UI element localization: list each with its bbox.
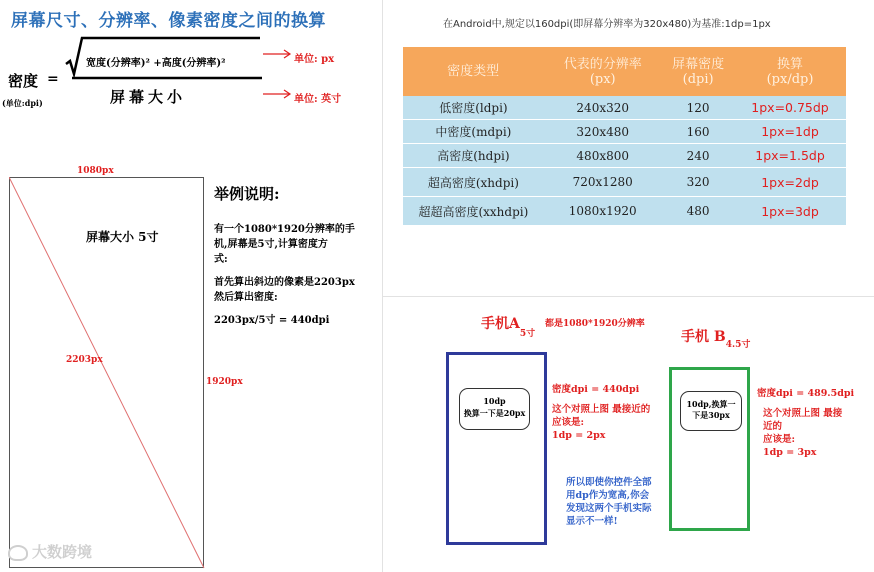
screen-width-label: 1080px (77, 166, 114, 176)
cell-dpi: 160 (662, 120, 735, 144)
cell-density: 低密度(ldpi) (403, 96, 544, 120)
note-line: 所以即使你控件全部 (566, 477, 652, 488)
cell-resolution: 320x480 (544, 120, 662, 144)
table-header-row (403, 47, 846, 96)
example-line: 机,屏幕是5寸,计算密度方 (214, 239, 328, 250)
bubble-line: 下是30px (692, 410, 730, 420)
cell-resolution: 720x1280 (544, 168, 662, 197)
cell-density: 超高密度(xhdpi) (403, 168, 544, 197)
note-line: 显示不一样! (566, 516, 618, 527)
table-row (403, 197, 846, 226)
cell-dpi: 320 (662, 168, 735, 197)
bubble-line: 10dp,换算一 (686, 399, 736, 409)
formula-denominator: 屏幕大小 (110, 88, 187, 106)
cell-density: 超超高密度(xxhdpi) (403, 197, 544, 226)
table-row (403, 120, 846, 144)
phone-a-note (552, 383, 650, 442)
cell-dpi: 480 (662, 197, 735, 226)
dpi-table (403, 47, 846, 226)
cell-dpi: 120 (662, 96, 735, 120)
example-line: 有一个1080*1920分辨率的手 (214, 224, 355, 235)
phone-a-title: 手机$A_{5寸}$ (481, 316, 536, 339)
example-body (214, 222, 355, 328)
note-line: 这个对照上图 最接近的 (552, 404, 651, 415)
screen-size-label: 屏幕大小 5寸 (86, 230, 159, 244)
note-line: 1dp = 2px (552, 430, 606, 441)
cell-conversion: 1px=2dp (735, 168, 846, 197)
note-line: 应该是: (552, 417, 585, 428)
phone-b-title: 手机 $B_{4.5寸}$ (681, 329, 751, 350)
header-density-type: 密度类型 (403, 47, 544, 96)
screen-height-label: 1920px (206, 377, 243, 387)
example-result: 2203px/5寸 = 440dpi (214, 315, 330, 326)
phone-a-size: 5寸 (519, 329, 536, 339)
arrow-px-icon (263, 50, 290, 58)
phone-b-note (757, 387, 854, 459)
watermark-logo-icon (8, 545, 28, 561)
equals-sign: = (47, 71, 59, 87)
header-resolution: 代表的分辨率 (px) (544, 47, 662, 96)
example-title: 举例说明: (214, 185, 280, 203)
note-line: 应该是: (763, 434, 796, 445)
cell-resolution: 480x800 (544, 144, 662, 168)
cell-resolution: 240x320 (544, 96, 662, 120)
header-dpi: 屏幕密度 (dpi) (662, 47, 735, 96)
note-line: 这个对照上图 最接 (763, 408, 843, 419)
bubble-line: 10dp (483, 396, 506, 406)
density-unit: (单位:dpi) (2, 98, 43, 108)
table-row (403, 144, 846, 168)
panel-divider-horizontal (383, 296, 874, 297)
table-caption: 在Android中,规定以160dpi(即屏幕分辨率为320x480)为基准:1dp=1px (443, 19, 771, 30)
cell-conversion: 1px=1.5dp (735, 144, 846, 168)
note-line: 密度dpi = 440dpi (552, 384, 640, 395)
unit-inch-label: 单位: 英寸 (294, 94, 342, 105)
phone-b-bubble (680, 391, 742, 431)
bubble-line: 换算一下是20px (463, 408, 526, 418)
example-line: 首先算出斜边的像素是2203px (214, 277, 355, 288)
example-line: 式: (214, 254, 228, 265)
table-row (403, 96, 846, 120)
cell-density: 高密度(hdpi) (403, 144, 544, 168)
cell-resolution: 1080x1920 (544, 197, 662, 226)
unit-px-label: 单位: px (294, 54, 335, 65)
header-conversion: 换算 (px/dp) (735, 47, 846, 96)
watermark: 大数跨境 (8, 541, 92, 562)
note-line: 密度dpi = 489.5dpi (757, 388, 855, 399)
cell-conversion: 1px=3dp (735, 197, 846, 226)
conclusion-note (566, 476, 652, 528)
note-line: 1dp = 3px (763, 447, 817, 458)
cell-conversion: 1px=0.75dp (735, 96, 846, 120)
phone-b-size: 4.5寸 (725, 340, 751, 350)
density-label: 密度 (8, 72, 39, 90)
table-row (403, 168, 846, 197)
same-resolution-note: 都是1080*1920分辨率 (545, 319, 645, 329)
note-line: 近的 (763, 421, 783, 432)
note-line: 发现这两个手机实际 (566, 503, 652, 514)
panel-divider-vertical (382, 0, 383, 572)
cell-density: 中密度(mdpi) (403, 120, 544, 144)
arrow-inch-icon (263, 90, 290, 98)
formula-numerator: 宽度(分辨率)² +高度(分辨率)² (86, 58, 226, 69)
note-line: 用dp作为宽高,你会 (566, 490, 650, 501)
screen-diagonal-label: 2203px (66, 355, 103, 365)
phone-a-frame (446, 352, 547, 545)
formula-title: 屏幕尺寸、分辨率、像素密度之间的换算 (11, 11, 326, 31)
example-line: 然后算出密度: (214, 292, 278, 303)
cell-conversion: 1px=1dp (735, 120, 846, 144)
phone-a-bubble (459, 388, 530, 430)
cell-dpi: 240 (662, 144, 735, 168)
